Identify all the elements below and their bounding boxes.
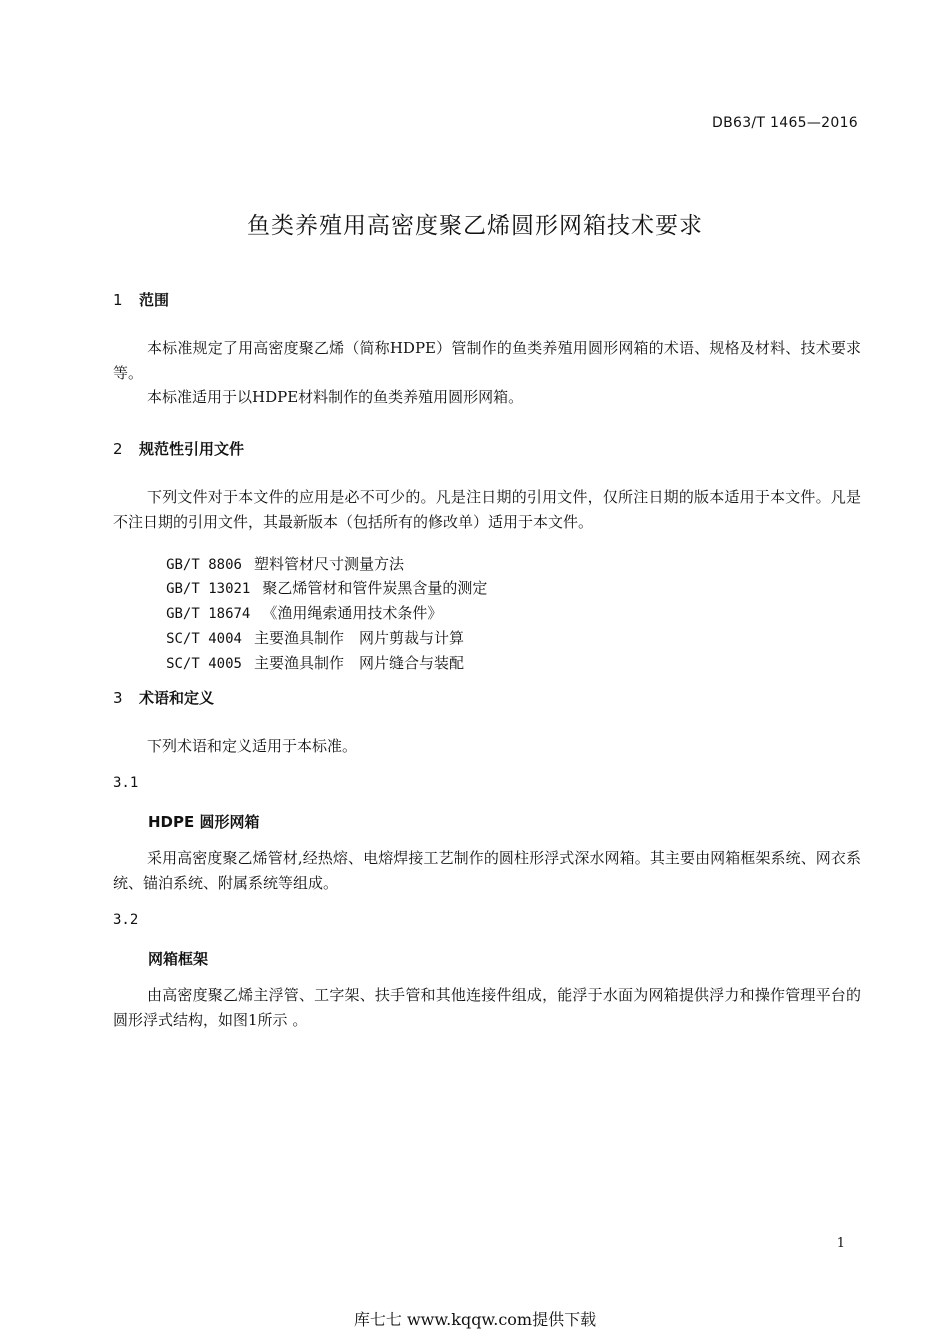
reference-code: GB/T 13021 (166, 581, 251, 597)
section-1-paragraph-2: 本标准适用于以HDPE材料制作的鱼类养殖用圆形网箱。 (147, 388, 524, 406)
term-3-2-number: 3.2 (113, 912, 139, 928)
reference-title: 聚乙烯管材和管件炭黑含量的测定 (262, 579, 488, 597)
reference-title: 塑料管材尺寸测量方法 (253, 555, 404, 573)
section-3-number: 3 (113, 689, 123, 707)
section-1-heading (113, 289, 169, 310)
term-3-1-title: HDPE 圆形网箱 (148, 813, 260, 831)
reference-code: SC/T 4004 (166, 631, 242, 647)
reference-title: 主要渔具制作 网片缝合与装配 (253, 654, 464, 672)
page-number: 1 (836, 1236, 845, 1251)
section-3-heading (113, 687, 214, 708)
reference-code: SC/T 4005 (166, 656, 242, 672)
reference-title: 《渔用绳索通用技术条件》 (262, 604, 443, 622)
reference-title: 主要渔具制作 网片剪裁与计算 (253, 629, 464, 647)
section-3-title: 术语和定义 (139, 689, 215, 707)
section-3-paragraph-1: 下列术语和定义适用于本标准。 (147, 737, 358, 755)
term-3-1-definition: 采用高密度聚乙烯管材,经热熔、电熔焊接工艺制作的圆柱形浮式深水网箱。其主要由网箱框架系统、网衣系统、锚泊系统、附属系统等组成。 (113, 849, 861, 892)
section-1-number: 1 (113, 291, 123, 309)
section-1-title: 范围 (139, 291, 170, 309)
download-footer: 库七七 www.kqqw.com提供下载 (353, 1310, 597, 1329)
reference-item (147, 634, 464, 691)
reference-code: GB/T 8806 (166, 557, 242, 573)
section-2-paragraph-1: 下列文件对于本文件的应用是必不可少的。凡是注日期的引用文件，仅所注日期的版本适用于本文件。凡是不注日期的引用文件，其最新版本（包括所有的修改单）适用于本文件。 (113, 488, 861, 531)
document-code: DB63/T 1465—2016 (712, 115, 858, 131)
section-2-number: 2 (113, 440, 123, 458)
reference-code: GB/T 18674 (166, 606, 251, 622)
section-1-paragraph-1: 本标准规定了用高密度聚乙烯（简称HDPE）管制作的鱼类养殖用圆形网箱的术语、规格及材料、技术要求等。 (113, 339, 861, 382)
document-title: 鱼类养殖用高密度聚乙烯圆形网箱技术要求 (247, 213, 703, 239)
section-2-heading (113, 438, 244, 459)
term-3-2-definition: 由高密度聚乙烯主浮管、工字架、扶手管和其他连接件组成，能浮于水面为网箱提供浮力和操作管理平台的圆形浮式结构，如图1所示 。 (113, 986, 861, 1029)
term-3-2-title: 网箱框架 (148, 950, 209, 968)
term-3-1-number: 3.1 (113, 775, 139, 791)
section-2-title: 规范性引用文件 (139, 440, 245, 458)
